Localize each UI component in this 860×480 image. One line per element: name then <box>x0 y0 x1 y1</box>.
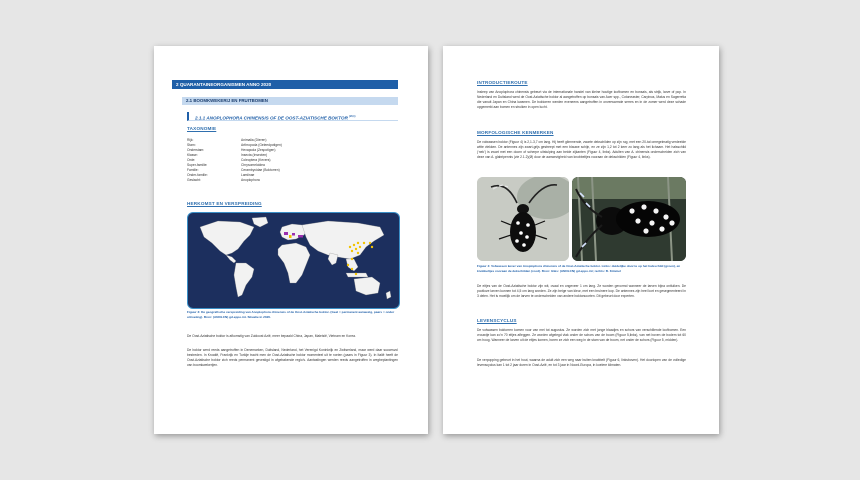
beetle-illustration-right <box>572 177 686 261</box>
subsection-heading <box>187 112 398 121</box>
taxonomy-value: Lamiinae <box>241 173 255 177</box>
new-zealand-shape <box>386 291 391 299</box>
north-america-shape <box>200 221 254 255</box>
australia-shape <box>354 277 380 295</box>
present-dot-china <box>351 250 353 252</box>
paragraph-morphology: De volwassen boktor (Figuur 4) is 2,1-3,7 cm lang. Hij heeft glimmende, zwarte dekschilden op zijn rug, met een 20-tal onregelmatig verdeelde witte vlekken. De antennes zijn zwart-grijs gestreept met een blauwe schijn, en ze zijn 1,2 tot 2 keer zo lang als het lichaam. Het halsschild (‘nek’) is zwart met een doorn of scherpe uitstulping aan beide zijkanten (Figuur 4, links). Adulten van A. chinensis onderscheiden zich van deze van A. glabripennis (zie 2.1.2)(Ø) door de aanwezigheid van knobbeltjes vooraan de dekschilden (Figuur 4, links). <box>477 140 686 160</box>
eradication-region-croatia <box>292 233 295 236</box>
paragraph-origin: De Oost-Aziatische boktor is afkomstig van Zuidoost Azië, meer bepaald China, Japan, Maleisië, Vietnam en Korea. <box>187 334 356 338</box>
taxonomy-value: Animalia (Dieren) <box>241 138 267 142</box>
subsection-heading-text: 2.1.1 ANOPLOPHORA CHINENSIS OF DE OOST-AZIATISCHE BOKTOR <box>195 115 348 121</box>
taxonomy-table <box>187 138 282 183</box>
india-shape <box>328 253 338 265</box>
taxonomy-key: Super-familie: <box>187 163 208 167</box>
taxonomy-value: Hexapoda (Zespotigen) <box>241 148 276 152</box>
taxonomy-row <box>187 178 282 183</box>
present-region-italy <box>289 235 292 238</box>
present-dot-korea <box>363 242 365 244</box>
central-america-shape <box>226 255 236 263</box>
taxonomy-key: Orde: <box>187 158 196 162</box>
present-dot-indonesia <box>355 273 357 275</box>
present-dot-china <box>353 244 355 246</box>
taxonomy-value: Chrysomeloidea <box>241 163 265 167</box>
present-dot-japan <box>371 246 373 248</box>
taxonomy-key: Stam: <box>187 143 196 147</box>
paragraph-spread: De boktor werd reeds aangetroffen in Denemarken, Duitsland, Nederland, het Verenigd Koninkrijk en Zwitserland, maar werd daar succesvol bestreden. In Kroatië, Frankrijk en Turkije tracht men de Oost-Aziatische boktor momenteel uit te roeien (paars in Figuur 3). In Italië heeft de Oost-Aziatische boktor zich reeds permanent gevestigd in afgebakende regio’s. Aantastingen werden reeds aangetroffen in wegbeplantingen van boomkwekerijen. <box>187 348 398 368</box>
intro-title: INTRODUCTIEROUTE <box>477 80 528 85</box>
section-heading: 2.1 BOOMKWEKERIJ EN FRUITBOMEN <box>182 97 398 105</box>
document-page-right <box>443 46 719 434</box>
present-dot-china <box>359 246 361 248</box>
paragraph-lifecycle: De volwassen boktorren komen voor van mei tot augustus. Ze worden zich met jonge blaadjes en schors van verschillende loofbomen. Een vrouwtje kan zo’n 70 eitjes afleggen. Ze worden afgelegd vlak onder de schors van de boom (Figuur 5,links), van net boven de bodem tot 60 cm hoog. Wanneer de larven uit de eitjes komen, boren ze zich een weg in de stam van de boom, net onder de schors (Figuur 5, midden). <box>477 328 686 343</box>
taxonomy-key: Onderstam: <box>187 148 205 152</box>
present-dot-vietnam <box>351 258 353 260</box>
taxonomy-key: Onder-familie: <box>187 173 208 177</box>
taxonomy-key: Familie: <box>187 168 199 172</box>
distribution-map <box>187 212 400 309</box>
origin-title: HERKOMST EN VERSPREIDING <box>187 201 262 206</box>
asia-shape <box>302 221 384 259</box>
subsection-heading-sup: (20,1) <box>349 115 356 118</box>
world-map-graphic <box>188 213 399 308</box>
taxonomy-value: Arthropoda (Geleedpotigen) <box>241 143 282 147</box>
lifecycle-title: LEVENSCYCLUS <box>477 318 517 323</box>
document-page-left <box>154 46 428 434</box>
present-dot-china <box>349 246 351 248</box>
south-america-shape <box>234 263 254 297</box>
present-dot-china <box>357 242 359 244</box>
beetle-illustration-left <box>477 177 569 261</box>
taxonomy-value: Insecta (Insecten) <box>241 153 268 157</box>
taxonomy-value: Anoplophora <box>241 178 260 182</box>
photo-caption: Figuur 4: Volwassen kever van Anoplophora chinensis of de Oost-Aziatische boktor. Links: duidelijke doorns op het halsschild (groen), en knobbeltjes vooraan de dekschilden (rood). Bron: links: (ANOLCN) gd.eppo.int; rechts: B. Kimmel <box>477 264 681 273</box>
morphology-title: MORFOLOGISCHE KENMERKEN <box>477 130 554 135</box>
map-caption: Figuur 3: De geografische verspreiding van Anoplophora chinensis of de Oost-Aziatische boktor. (Geel = permanent aanwezig, paars = onder uitroeiing). Bron: (ANOLCN) gd.eppo.int. Situatie in 2020. <box>187 310 395 319</box>
present-dot-malaysia <box>351 268 353 270</box>
eradication-region-france <box>284 232 288 235</box>
present-dot-malaysia <box>347 264 349 266</box>
taxonomy-key: Klasse: <box>187 153 198 157</box>
present-dot-china <box>357 252 359 254</box>
paragraph-introduction: Insleep van Anoplophora chinensis gebeurt via de internationale handel van kleine houtige loofbomen en bonsais, als strijk, larve of pop. In Nederland en Duitsland werd de Oost-Aziatische boktor al aangetroffen op bonsais van Acer spp., Cotoneaster, Carpinus, Malus en Sagerretia die vanuit Japan en China kwamen. De boktorren werden eveneens aangetroffen in onverwarmde serres en in de zomer werd deze schade opgemerkt aan bomen en struiken in open lucht. <box>477 90 686 110</box>
taxonomy-value: Coleoptera (Kevers) <box>241 158 271 162</box>
beetle-photo-left <box>477 177 569 261</box>
taxonomy-key: Geslacht: <box>187 178 201 182</box>
taxonomy-key: Rijk: <box>187 138 194 142</box>
beetle-photo-right <box>572 177 686 261</box>
present-dot-china <box>355 248 357 250</box>
chapter-heading: 2 QUARANTAINEORGANISMEN ANNO 2020 <box>172 80 398 89</box>
paragraph-pupation: De verpopping gebeurt in het hout, waarna de adult zich een weg naar buiten knabbelt (Figuur 6, linksboven). Het doorlopen van de volledige levenscyclus kan 1 tot 2 jaar duren in Oost-Azië, en tot 3 jaar in Noord-Europa, in koelere klimaten. <box>477 358 686 368</box>
eradication-region-turkey <box>298 235 303 238</box>
greenland-shape <box>252 217 268 227</box>
paragraph-eggs-larvae: De eitjes van de Oost-Aziatische boktor zijn wit, ovaal en ongeveer 1 cm lang. Ze worden gevormd wanneer de larven bijna ontluiken. De pootloze larven kunnen tot 4,5 cm lang worden. Ze zijn beige van kleur, met een bruinere kop. De antennes zijn heel kort en gesegmenteerd in 3 delen. Het is moeilijk om de larven te onderscheiden van andere boktorsoorten. Dit gebeurt door experten. <box>477 284 686 299</box>
africa-shape <box>278 243 310 283</box>
present-dot-japan <box>369 242 371 244</box>
taxonomy-title: TAXONOMIE <box>187 126 217 131</box>
taxonomy-value: Cerambycidae (Boktorren) <box>241 168 280 172</box>
